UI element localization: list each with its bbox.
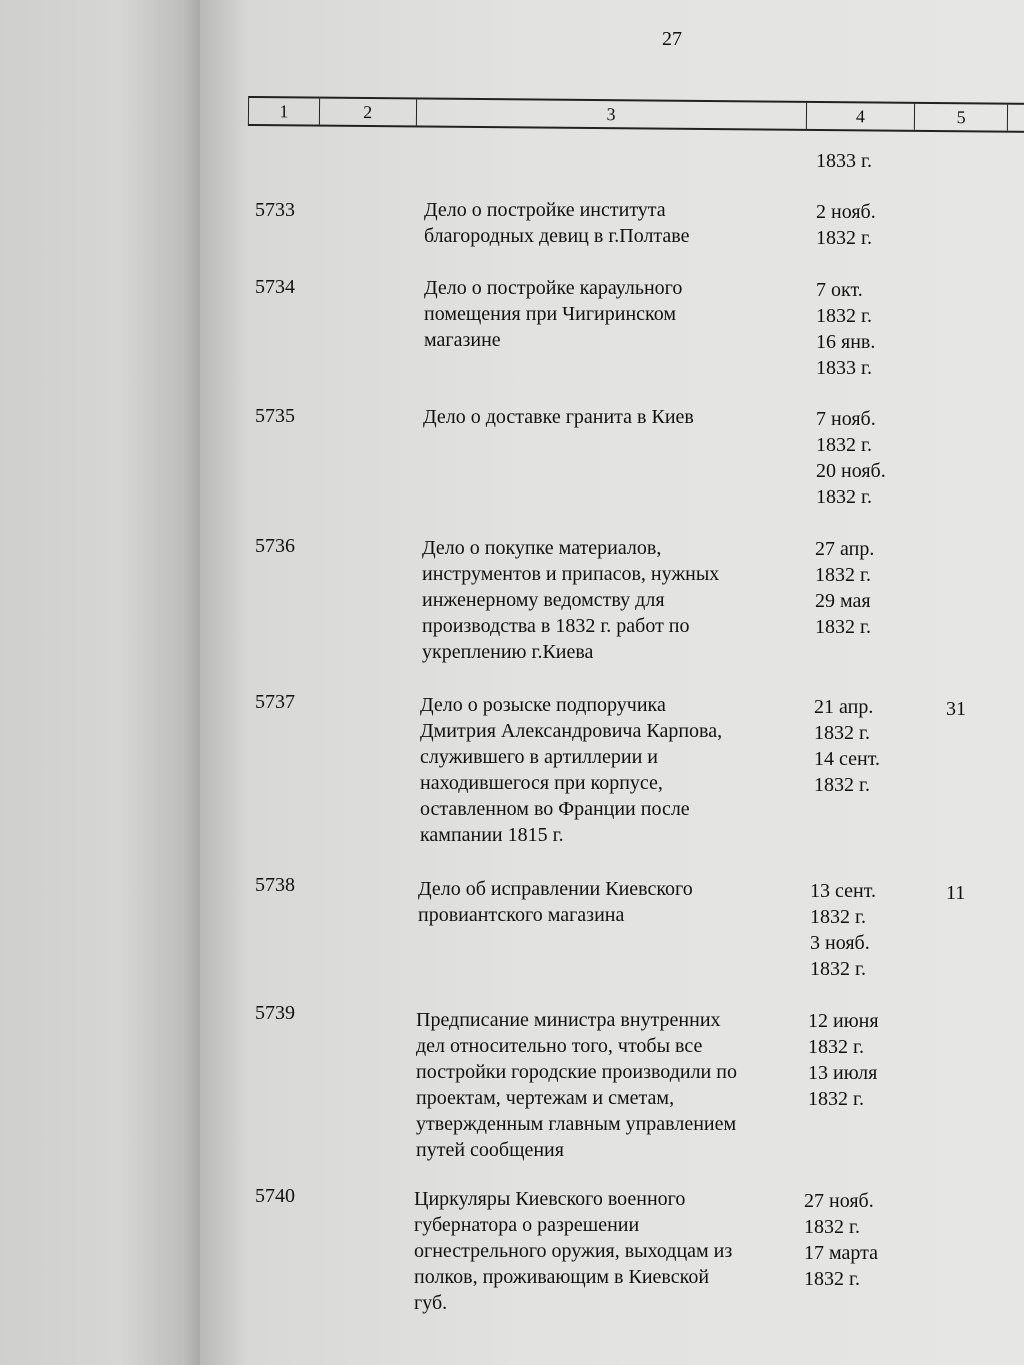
date-line: 16 янв. xyxy=(816,331,876,353)
date-line: 1832 г. xyxy=(815,564,871,586)
entry-description xyxy=(422,535,792,665)
date-line: 3 нояб. xyxy=(810,932,870,954)
entry-dates xyxy=(804,1188,904,1292)
date-line: 1832 г. xyxy=(814,722,870,744)
entry-description xyxy=(416,1007,796,1163)
description-line: провиантского магазина xyxy=(418,904,625,926)
entry-dates xyxy=(816,277,916,381)
entry-dates xyxy=(808,1008,908,1112)
entry-description xyxy=(418,876,788,928)
description-line: магазине xyxy=(424,329,501,351)
description-line: Дело о постройке караульного xyxy=(424,277,683,299)
date-line: 7 окт. xyxy=(816,279,863,301)
column-header-5: 5 xyxy=(914,104,1007,131)
description-line: укреплению г.Киева xyxy=(422,641,594,663)
date-line: 17 марта xyxy=(804,1242,878,1264)
description-line: Дело о покупке материалов, xyxy=(422,537,662,559)
date-line: 29 мая xyxy=(815,590,871,612)
facing-page xyxy=(0,0,200,1365)
date-line: 1832 г. xyxy=(808,1036,864,1058)
date-line: 12 июня xyxy=(808,1010,879,1032)
description-line: Дело о розыске подпоручика xyxy=(420,694,666,716)
column-header-4: 4 xyxy=(805,103,914,130)
description-line: инженерному ведомству для xyxy=(422,589,665,611)
column-header-2: 2 xyxy=(319,99,416,126)
date-line: 1832 г. xyxy=(815,616,871,638)
description-line: дел относительно того, чтобы все xyxy=(416,1035,703,1057)
description-line: Дело о доставке гранита в Киев xyxy=(423,406,694,428)
description-line: Предписание министра внутренних xyxy=(416,1009,721,1031)
entry-dates xyxy=(816,406,916,510)
description-line: оставленном во Франции после xyxy=(420,798,690,820)
date-line: 13 июля xyxy=(808,1062,878,1084)
column-header-6 xyxy=(1007,105,1024,131)
date-line: 7 нояб. xyxy=(816,408,876,430)
description-line: кампании 1815 г. xyxy=(420,824,564,846)
date-line: 1832 г. xyxy=(810,958,866,980)
date-line: 13 сент. xyxy=(810,880,876,902)
page-number: 27 xyxy=(662,28,682,50)
description-line: Дело об исправлении Киевского xyxy=(418,878,693,900)
entry-number: 5738 xyxy=(255,874,295,896)
entry-number: 5739 xyxy=(255,1002,295,1024)
entry-number: 5733 xyxy=(255,199,295,221)
date-line: 1832 г. xyxy=(804,1216,860,1238)
date-line: 14 сент. xyxy=(814,748,880,770)
description-line: утвержденным главным управлением xyxy=(416,1113,737,1135)
entry-dates xyxy=(810,878,910,982)
date-line: 1832 г. xyxy=(816,305,872,327)
description-line: помещения при Чигиринском xyxy=(424,303,677,325)
date-line: 1832 г. xyxy=(814,774,870,796)
entry-description xyxy=(420,692,790,848)
description-line: проектам, чертежам и сметам, xyxy=(416,1087,675,1109)
date-line: 1832 г. xyxy=(810,906,866,928)
description-line: губернатора о разрешении xyxy=(414,1214,640,1236)
description-line: инструментов и припасов, нужных xyxy=(422,563,720,585)
entry-description xyxy=(424,197,794,249)
description-line: Дмитрия Александровича Карпова, xyxy=(420,720,723,742)
entry-description xyxy=(423,404,793,430)
date-line: 1833 г. xyxy=(816,150,872,172)
entry-description xyxy=(414,1186,794,1316)
description-line: производства в 1832 г. работ по xyxy=(422,615,690,637)
description-line: благородных девиц в г.Полтаве xyxy=(424,225,690,247)
entry-number: 5734 xyxy=(255,276,295,298)
entry-dates xyxy=(814,694,914,798)
date-line: 1832 г. xyxy=(816,227,872,249)
description-line: находившегося при корпусе, xyxy=(420,772,663,794)
description-line: путей сообщения xyxy=(416,1139,564,1161)
description-line: служившего в артиллерии и xyxy=(420,746,658,768)
date-line: 2 нояб. xyxy=(816,201,876,223)
entry-sheet-count: 11 xyxy=(946,882,966,904)
description-line: губ. xyxy=(414,1292,448,1314)
date-line: 1832 г. xyxy=(808,1088,864,1110)
entry-number: 5740 xyxy=(255,1185,295,1207)
description-line: полков, проживающим в Киевской xyxy=(414,1266,710,1288)
entry-number: 5736 xyxy=(255,535,295,557)
description-line: постройки городские производили по xyxy=(416,1061,737,1083)
description-line: Дело о постройке института xyxy=(424,199,666,221)
date-line: 21 апр. xyxy=(814,696,874,718)
date-line: 1832 г. xyxy=(816,434,872,456)
entry-number: 5737 xyxy=(255,691,295,713)
date-line: 27 нояб. xyxy=(804,1190,874,1212)
date-line: 1832 г. xyxy=(804,1268,860,1290)
column-header-1: 1 xyxy=(248,98,319,125)
carryover-date xyxy=(816,148,916,174)
entry-dates xyxy=(816,199,916,251)
entry-sheet-count: 31 xyxy=(946,698,966,720)
column-header-3: 3 xyxy=(415,99,805,128)
date-line: 1833 г. xyxy=(816,357,872,379)
entry-dates xyxy=(815,536,915,640)
date-line: 20 нояб. xyxy=(816,460,886,482)
entry-number: 5735 xyxy=(255,405,295,427)
date-line: 1832 г. xyxy=(816,486,872,508)
description-line: Циркуляры Киевского военного xyxy=(414,1188,686,1210)
date-line: 27 апр. xyxy=(815,538,875,560)
entry-description xyxy=(424,275,794,353)
description-line: огнестрельного оружия, выходцам из xyxy=(414,1240,733,1262)
